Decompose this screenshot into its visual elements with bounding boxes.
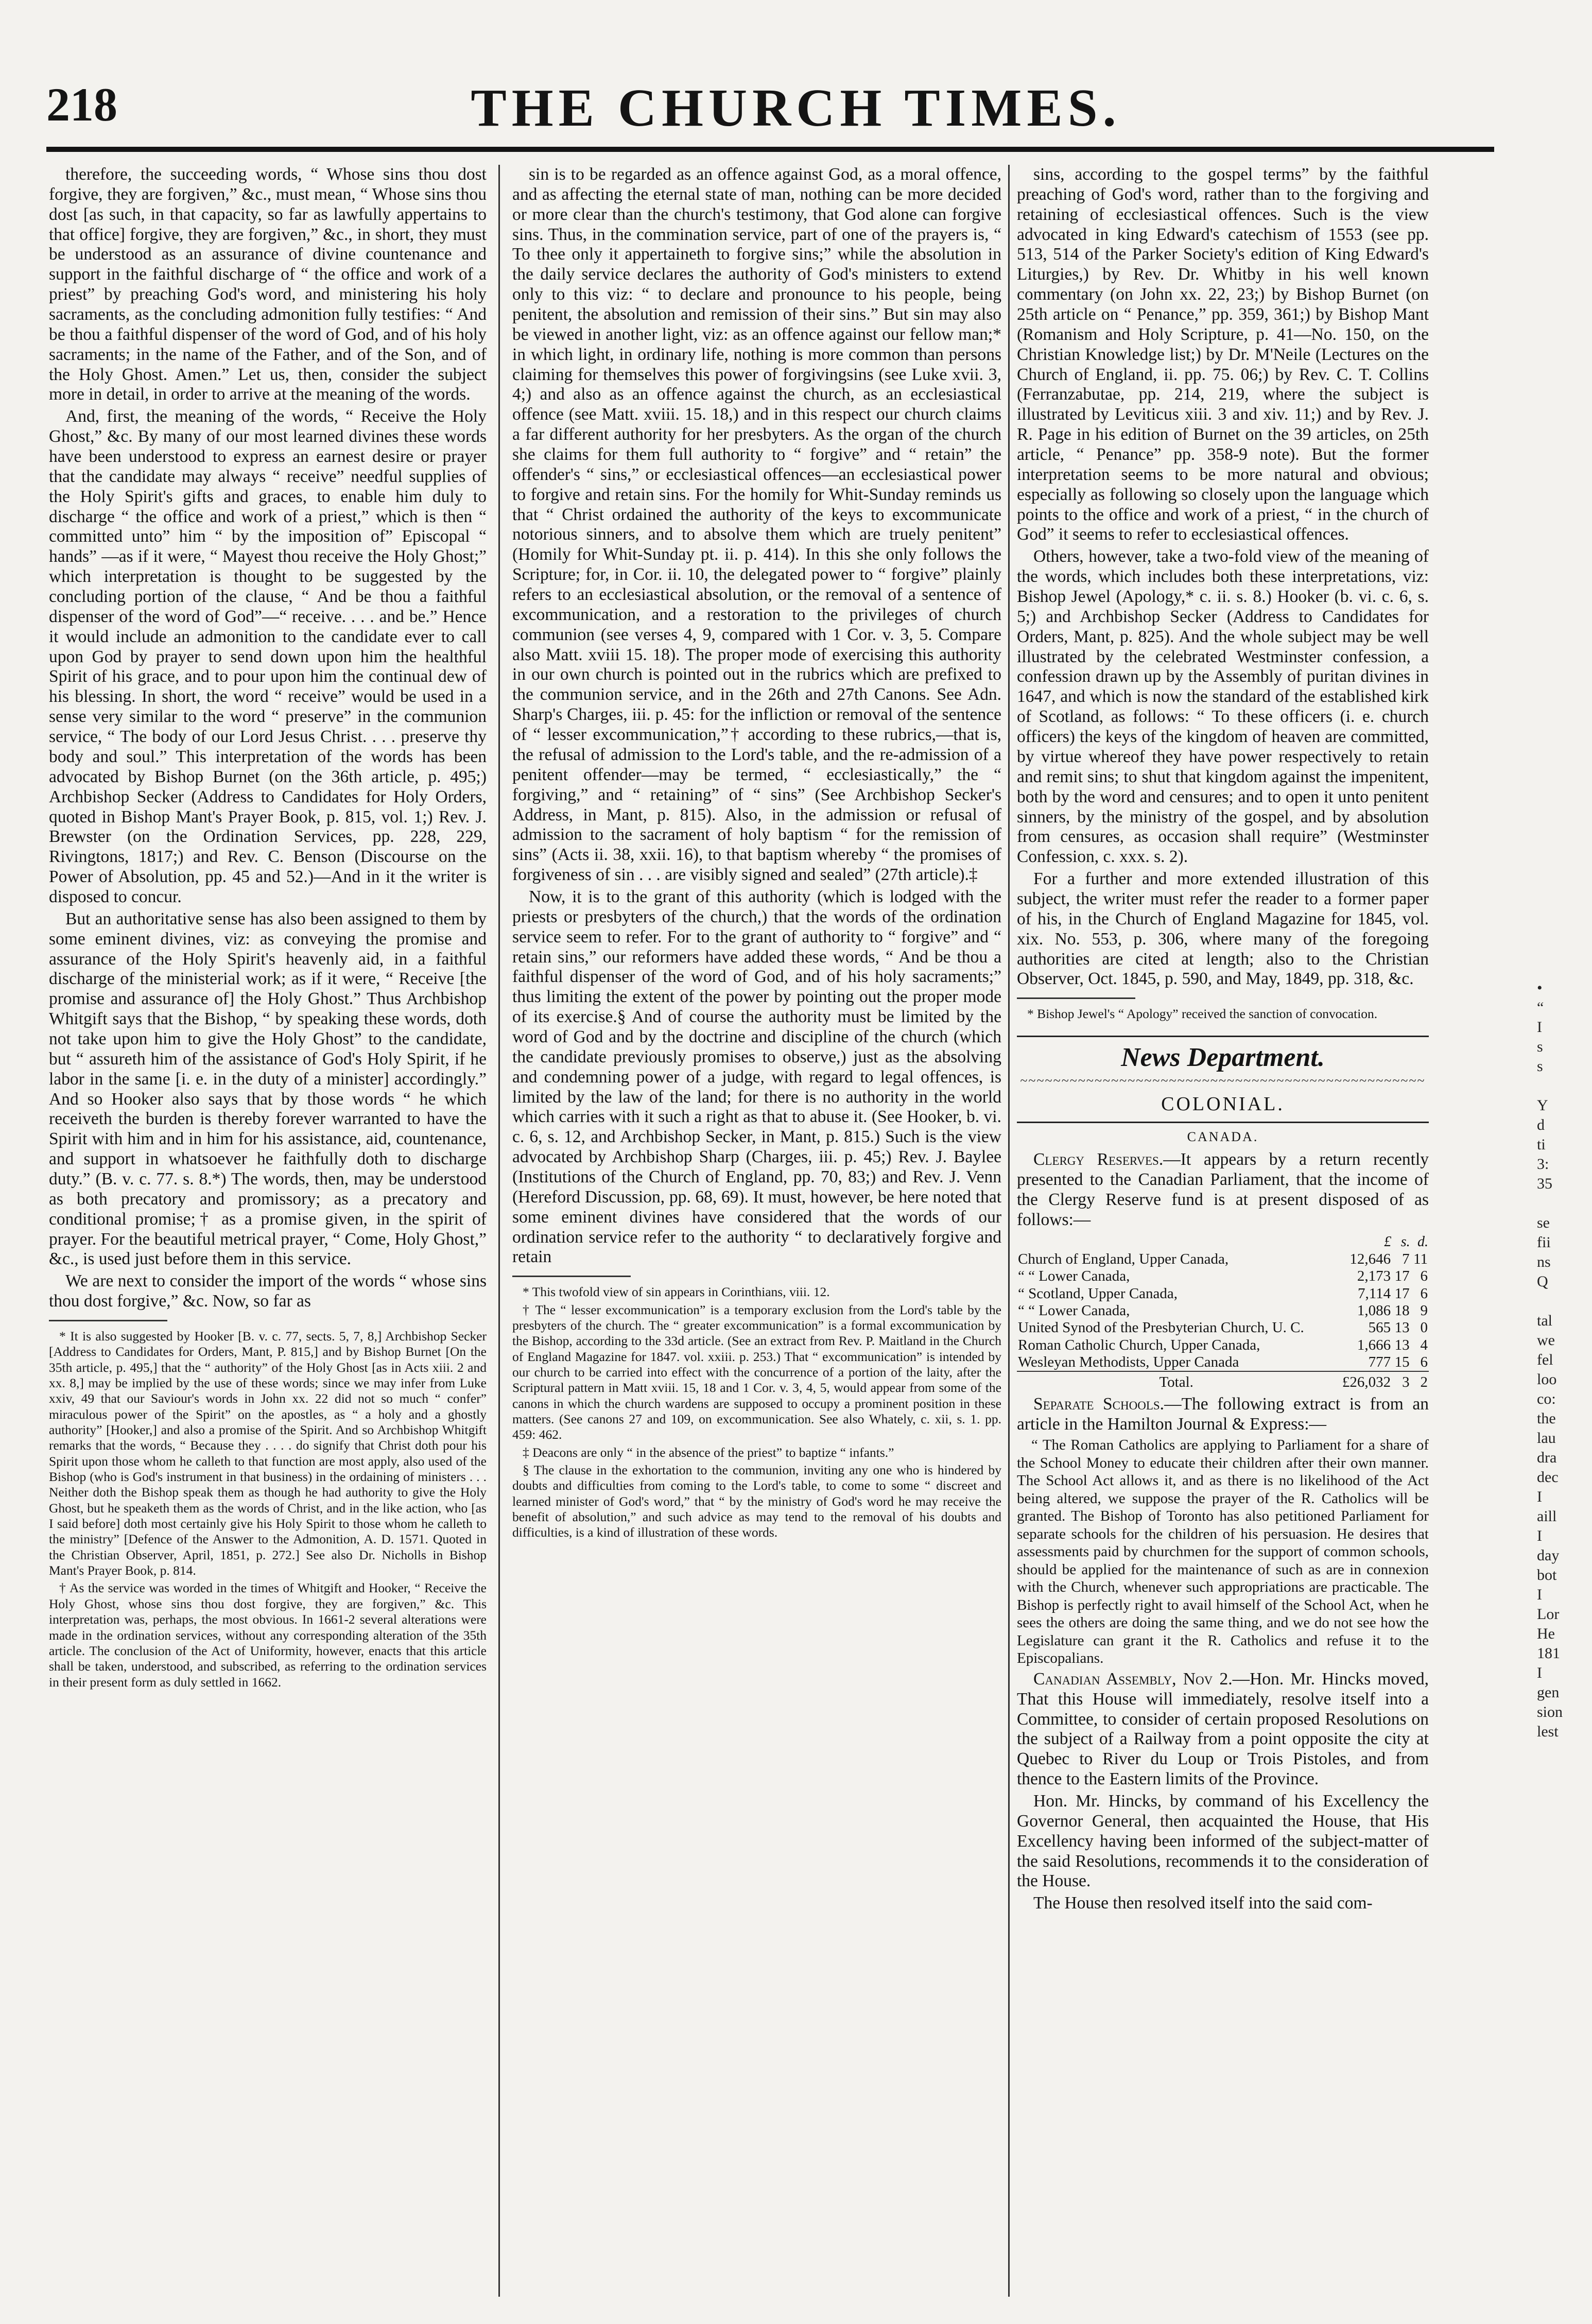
margin-fragment: • bbox=[1537, 979, 1543, 996]
margin-fragment: day bbox=[1537, 1547, 1560, 1564]
table-row bbox=[1017, 1251, 1429, 1268]
column-2 bbox=[512, 165, 1001, 1543]
margin-fragment: dra bbox=[1537, 1449, 1557, 1466]
margin-fragment: 35 bbox=[1537, 1175, 1552, 1192]
margin-fragment: Y bbox=[1537, 1097, 1548, 1114]
margin-fragment: I bbox=[1537, 1019, 1542, 1036]
column-3 bbox=[1017, 165, 1429, 1916]
margin-fragment: I bbox=[1537, 1664, 1542, 1681]
amount-shillings: 15 bbox=[1394, 1353, 1410, 1370]
column-divider bbox=[498, 165, 500, 2297]
margin-fragment: loo bbox=[1537, 1371, 1557, 1388]
news-item bbox=[1017, 1669, 1429, 1789]
column-divider bbox=[1008, 165, 1010, 2297]
section-colonial: COLONIAL. bbox=[1161, 1093, 1285, 1115]
article-paragraph: And, first, the meaning of the words, “ Receive the Holy Ghost,” &c. By many of our most learned divines these words have been understood to express an earnest desire or prayer that the candidate may always “ receive” needful supplies of the Holy Spirit's gifts and graces, to enable him duly to discharge “ the office and work of a priest,” which is then “ committed unto” him “ by the imposition of” Episcopal “ hands” —as if it were, “ Mayest thou receive the Holy Ghost;” which interpretation is thought to be suggested by the concluding portion of the clause, “ And be thou a faithful dispenser of the word of God”—“ receive. . . . and be.” Hence it would include an admonition to the candidate ever to call upon God by prayer to send down upon him the healthful Spirit of his grace, and to pour upon him the continual dew of his blessing. In short, the word “ receive” would be used in a sense very similar to the word “ preserve” in the communion service, “ The body of our Lord Jesus Christ. . . . preserve thy body and soul.” This interpretation of the words has been advocated by Bishop Burnet (on the 36th article, p. 495;) Archbishop Secker (Address to Candidates for Holy Orders, quoted in Bishop Mant's Prayer Book, p. 815, vol. 1;) Rev. J. Brewster (on the Ordination Services, pp. 228, 229, Rivingtons, 1817;) and Rev. C. Benson (Discourse on the Power of Absolution, pp. 45 and 52.)—And in it the writer is disposed to concur. bbox=[49, 407, 487, 906]
margin-fragment: we bbox=[1537, 1332, 1555, 1349]
footnote: † The “ lesser excommunication” is a temporary exclusion from the Lord's table by the presbyters of the church. The “ greater excommunication” is a formal excommunication by the Bishop, according to the 33d article. (See an extract from Rev. P. Maitland in the Church of England Magazine for 1847. vol. xxiii. p. 253.) That “ excommunication” is intended by our church to be carried into effect with the concurrence of a portion of the laity, after the Scriptural pattern in Matt xviii. 15, 18 and 1 Cor. v. 3, 4, 5, would appear from some of the canons in which the church wardens are supposed to occupy a prominent position in these matters. (See canons 27 and 109, on excommunication. See also Whately, c. xii, s. 1. pp. 459: 462. bbox=[512, 1302, 1001, 1442]
footnote-rule bbox=[512, 1276, 631, 1277]
margin-fragment: 181 bbox=[1537, 1645, 1560, 1662]
table-row bbox=[1017, 1285, 1429, 1302]
margin-fragment bbox=[1537, 1076, 1588, 1096]
table-total-row bbox=[1017, 1371, 1429, 1391]
footnote-rule bbox=[1017, 997, 1135, 999]
article-paragraph: Others, however, take a two-fold view of the meaning of the words, which includes both these interpretations, viz: Bishop Jewel (Apology,* c. ii. s. 8.) Hooker (b. vi. c. 6, s. 5;) and Archbishop Secker (Address to Candidates for Orders, Mant, p. 825). And the whole subject may be well illustrated by the celebrated Westminster confession, a confession drawn up by the Assembly of puritan divines in 1647, and which is now the standard of the established kirk of Scotland, as follows: “ To these officers (i. e. church officers) the keys of the kingdom of heaven are committed, by virtue whereof they have power respectively to retain and remit sins; to shut that kingdom against the impenitent, both by the word and censures; and to open it unto penitent sinners, by the ministry of the gospel, and by absolution from censures, as occasion shall require” (Westminster Confession, c. xxx. s. 2). bbox=[1017, 547, 1429, 867]
page-number: 218 bbox=[46, 78, 117, 131]
news-item-lead: Separate Schools. bbox=[1033, 1394, 1165, 1414]
table-row bbox=[1017, 1268, 1429, 1285]
column-1 bbox=[49, 165, 487, 1692]
news-item: The House then resolved itself into the said com- bbox=[1033, 1893, 1373, 1913]
col-header-pence: d. bbox=[1417, 1233, 1428, 1250]
total-shillings: 3 bbox=[1392, 1371, 1411, 1391]
footnote: * It is also suggested by Hooker [B. v. c. 77, sects. 5, 7, 8,] Archbishop Secker [Address to Candidates for Orders, Mant, P. 815,] and by Bishop Burnet [On the 35th article, p. 495,] that the “ authority” of the Holy Ghost [as in Acts xiii. 2 and xx. 8,] may be implied by the use of these words; since we may infer from Luke xxiv, 49 that our Saviour's words in John xx. 22 did not so much “ confer” miraculous power of the Spirit” on the apostles, as “ a holy and a ghostly authority” [Hooker,] and also a promise of the Spirit. And so Archbishop Whitgift remarks that the words, “ Because they . . . . do signify that Christ doth pour his Spirit upon those whom he calleth to that function are most apply, also used of the Bishop (who is God's instrument in that business) in the ordaining of ministers . . . Neither doth the Bishop speak them as though he had authority to give the Holy Ghost, but he speaketh them as the words of Christ, and in the like action, who [as I said before] doth most certainly give his Holy Spirit to those whom he calleth to the ministry” [Defence of the Answer to the Admonition, A. D. 1571. Quoted in the Christian Observer, April, 1851, p. 272.] See also Dr. Nicholls in Bishop Mant's Prayer Book, p. 814. bbox=[49, 1328, 487, 1578]
news-item: Hon. Mr. Hincks, by command of his Excellency the Governor General, then acquainted the House, that His Excellency having been informed of the subject-matter of the said Resolutions, recommends it to the consideration of the House. bbox=[1017, 1792, 1429, 1891]
margin-fragment bbox=[1537, 1194, 1588, 1213]
amount-pounds: 1,666 bbox=[1357, 1336, 1391, 1353]
masthead-rule bbox=[46, 147, 1494, 152]
amount-shillings: 13 bbox=[1394, 1319, 1410, 1336]
amount-shillings: 17 bbox=[1394, 1268, 1410, 1285]
margin-fragment bbox=[1537, 1292, 1588, 1311]
amount-shillings: 18 bbox=[1394, 1302, 1410, 1319]
newspaper-title: THE CHURCH TIMES. bbox=[471, 78, 1121, 137]
margin-fragment: d bbox=[1537, 1116, 1545, 1133]
table-row bbox=[1017, 1337, 1429, 1354]
article-paragraph: For a further and more extended illustration of this subject, the writer must refer the reader to a former paper of his, in the Church of England Magazine for 1845, vol. xix. No. 553, p. 306, where many of the foregoing authorities are cited at length; also to the Christian Observer, Oct. 1845, p. 590, and May, 1849, pp. 318, &c. bbox=[1017, 869, 1429, 989]
footnote: † As the service was worded in the times of Whitgift and Hooker, “ Receive the Holy Ghost, whose sins thou dost forgive, they are forgiven,” &c. This interpretation was, perhaps, the most obvious. In 1661-2 several alterations were made in the ordination services, without any corresponding alteration of the 35th article. The conclusion of the Act of Uniformity, however, enacts that this article shall be taken, understood, and subscribed, as referring to the ordination services in their present form as duly settled in 1662. bbox=[49, 1580, 487, 1690]
amount-pence: 9 bbox=[1420, 1302, 1428, 1319]
article-paragraph: But an authoritative sense has also been assigned to them by some eminent divines, viz: as conveying the promise and assurance of the Holy Spirit's heavenly aid, in a faithful discharge of the ministerial work; as if it were, “ Receive [the promise and assurance of] the Holy Ghost.” Thus Archbishop Whitgift says that the Bishop, “ by speaking these words, doth not take upon him to give the Holy Ghost” to the candidate, but “ assureth him of the assistance of God's Holy Spirit, if he labor in the same [i. e. in the duty of a minister] accordingly.” And so Hooker also says that by those words “ he which receiveth the burden is thereby forever warranted to have the Spirit with him and in him for his assistance, aid, countenance, and support in whatsoever he faithfully doth to discharge duty.” (B. v. c. 77. s. 8.*) The words, then, may be understood as both precatory and promissory; as a precatory and conditional promise;† as a promise given, in the spirit of prayer. For the beautiful metrical prayer, “ Come, Holy Ghost,” &c., is used just before them in this service. bbox=[49, 909, 487, 1269]
margin-fragment: aill bbox=[1537, 1508, 1557, 1525]
amount-pounds: 565 bbox=[1368, 1319, 1391, 1336]
amount-shillings: 13 bbox=[1394, 1336, 1410, 1353]
article-paragraph: sin is to be regarded as an offence against God, as a moral offence, and as affecting the eternal state of man, nothing can be more decided or more clear than the church's testimony, that God alone can forgive sins. Thus, in the commination service, part of one of the prayers is, “ To thee only it appertaineth to forgive sins;” while the absolution in the daily service declares the authority of God's ministers to extend only to this viz: “ to declare and pronounce to his people, being penitent, the absolution and remission of their sins.” But sin may also be viewed in another light, viz: as an offence against our fellow man;* in which light, in ordinary life, nothing is more common than persons claiming for themselves this power of forgivingsins (see Luke xvii. 3, 4;) and also as an offence against the church, as an ecclesiastical offence (see Matt. xviii. 15. 18,) and in this respect our church claims a far different authority for her presbyters. As the organ of the church she claims for them full authority to “ forgive” and “ retain” the offender's “ sins,” or ecclesiastical offences—an ecclesiastical power to forgive and retain sins. For the homily for Whit-Sunday reminds us that “ Christ ordained the authority of the keys to excommunicate notorious sinners, and to absolve them which are truely penitent” (Homily for Whit-Sunday pt. ii. p. 414). In this she only follows the Scripture; for, in Cor. ii. 10, the delegated power to “ forgive” plainly refers to an ecclesiastical absolution, or the removal of a sentence of excommunication, and a restoration to the privileges of church communion (see verses 4, 9, compared with 1 Cor. v. 3, 5. Compare also Matt. xviii 15. 18). The proper mode of exercising this authority in our own church is pointed out in the rubrics which are prefixed to the communion service, and in the 26th and 27th Canons. See Adn. Sharp's Charges, iii. p. 45: for the infliction or removal of the sentence of “ lesser excommunication,”† according to these rubrics,—that is, the refusal of admission to the Lord's table, and the re-admission of a penitent offender—may be termed, “ ecclesiastically,” the “ forgiving,” and “ retaining” of “ sins” (See Archbishop Secker's Address, in Mant, p. 815). Also, in the admission or refusal of admission to the sacrament of holy baptism “ for the remission of sins” (Acts ii. 38, xxii. 16), to that baptism whereby “ the promises of forgiveness of sin . . . are visibly signed and sealed” (27th article).‡ bbox=[512, 165, 1001, 885]
article-paragraph: Now, it is to the grant of this authority (which is lodged with the priests or presbyters of the church,) that the words of the ordination service seem to refer. For to the grant of authority to “ forgive” and “ retain sins,” our reformers have added these words, “ And be thou a faithful dispenser of the word of God, and of his holy sacraments;” thus limiting the extent of the power by pointing out the proper mode of its exercise.§ And of course the authority must be limited by the word of God and by the doctrine and discipline of the church (which the candidate previously promises to observe,) just as the absolving and condemning power of a judge, with regard to legal offences, is limited by the law of the land; for there is no authority in the world which carries with it such a right as that to abuse it. (See Hooker, b. vi. c. 6, s. 12, and Archbishop Secker, in Mant, p. 815.) Such is the view advocated by Archbishop Sharp (Charges, iii. p. 45;) Rev. J. Baylee (Institutions of the Church of England, pp. 70, 83;) and Rev. J. Venn (Hereford Discussion, pp. 68, 69). It must, however, be here noted that some eminent divines have considered that the words of our ordination service refer to the authority “ to declaratively forgive and retain bbox=[512, 887, 1001, 1267]
amount-pence: 11 bbox=[1413, 1250, 1428, 1267]
table-row bbox=[1017, 1319, 1429, 1336]
amount-pence: 6 bbox=[1420, 1285, 1428, 1302]
news-department-header bbox=[1017, 1036, 1429, 1124]
margin-fragment: s bbox=[1537, 1058, 1543, 1075]
news-item-text: —Hon. Mr. Hincks moved, That this House will immediately, resolve itself into a Committee, to consider of certain proposed Resolutions on the subject of a Railway from a point opposite the city at Quebec to River du Loup or Trois Pistoles, and from thence to the Eastern limits of the Province. bbox=[1017, 1669, 1429, 1789]
footnote: * Bishop Jewel's “ Apology” received the sanction of convocation. bbox=[1027, 1006, 1378, 1022]
total-pence: 2 bbox=[1411, 1371, 1429, 1391]
margin-fragment: I bbox=[1537, 1488, 1542, 1505]
margin-fragment: bot bbox=[1537, 1566, 1557, 1583]
margin-fragment: dec bbox=[1537, 1469, 1559, 1486]
news-item-text: —It appears by a return recently presented to the Canadian Parliament, that the income of the Clergy Reserve fund is at present disposed of as follows:— bbox=[1017, 1150, 1429, 1229]
row-label: Church of England, Upper Canada, bbox=[1018, 1250, 1229, 1267]
clergy-reserves-table bbox=[1017, 1233, 1429, 1391]
margin-fragment: Lor bbox=[1537, 1606, 1560, 1623]
margin-fragment: se bbox=[1537, 1214, 1550, 1231]
margin-fragments bbox=[1537, 978, 1588, 1742]
amount-pence: 6 bbox=[1420, 1353, 1428, 1370]
row-label: Roman Catholic Church, Upper Canada, bbox=[1018, 1336, 1260, 1353]
row-label: Wesleyan Methodists, Upper Canada bbox=[1018, 1353, 1239, 1370]
amount-pence: 6 bbox=[1420, 1268, 1428, 1285]
margin-fragment: “ bbox=[1537, 999, 1544, 1016]
footnote: * This twofold view of sin appears in Corinthians, viii. 12. bbox=[523, 1284, 830, 1300]
article-paragraph: sins, according to the gospel terms” by the faithful preaching of God's word, rather than to the forgiving and retaining of ecclesiastical offences. Such is the view advocated in king Edward's catechism of 1553 (see pp. 513, 514 of the Parker Society's edition of King Edward's Liturgies,) by Rev. Dr. Whitby in his well known commentary (on John xx. 22, 23;) by Bishop Burnet (on 25th article on “ Penance,” pp. 359, 361;) by Bishop Mant (Romanism and Holy Scripture, p. 41—No. 150, on the Christian Knowledge list;) by Dr. M'Neile (Lectures on the Church of England, ii. pp. 75. 06;) by Rev. C. T. Collins (Ferranzabutae, pp. 214, 219, where the subject is illustrated by Leviticus xiii. 3 and xiv. 11;) and by Rev. J. R. Page in his edition of Burnet on the 39 articles, on 25th article, “ Penance” pp. 358-9 note). But the former interpretation seems to be more natural and obvious; especially as following so closely upon the language which points to the office and work of a priest, “ in the church of God” it seems to refer to ecclesiastical offences. bbox=[1017, 165, 1429, 544]
total-pounds: £26,032 bbox=[1336, 1371, 1392, 1391]
margin-fragment: s bbox=[1537, 1038, 1543, 1055]
amount-pounds: 2,173 bbox=[1357, 1268, 1391, 1285]
row-label: “ “ Lower Canada, bbox=[1018, 1268, 1130, 1285]
margin-fragment: I bbox=[1537, 1527, 1542, 1544]
row-label: “ Scotland, Upper Canada, bbox=[1018, 1285, 1178, 1302]
margin-fragment: gen bbox=[1537, 1684, 1560, 1701]
margin-fragment: lest bbox=[1537, 1723, 1559, 1740]
margin-fragment: sion bbox=[1537, 1703, 1563, 1720]
amount-pounds: 12,646 bbox=[1349, 1250, 1391, 1267]
col-header-shillings: s. bbox=[1400, 1233, 1410, 1250]
margin-fragment: ns bbox=[1537, 1253, 1551, 1270]
margin-fragment: tal bbox=[1537, 1312, 1552, 1329]
amount-pence: 0 bbox=[1420, 1319, 1428, 1336]
table-row bbox=[1017, 1302, 1429, 1319]
total-label: Total. bbox=[1017, 1371, 1336, 1391]
news-item-lead: Clergy Reserves. bbox=[1033, 1150, 1164, 1169]
news-item-text: —The following extract is from an article in the Hamilton Journal & Express:— bbox=[1017, 1394, 1429, 1434]
margin-fragment: He bbox=[1537, 1625, 1555, 1642]
margin-fragment: co: bbox=[1537, 1390, 1556, 1407]
margin-fragment: fii bbox=[1537, 1234, 1551, 1251]
margin-fragment: I bbox=[1537, 1586, 1542, 1603]
amount-shillings: 17 bbox=[1394, 1285, 1410, 1302]
amount-pounds: 7,114 bbox=[1357, 1285, 1391, 1302]
amount-shillings: 7 bbox=[1402, 1250, 1410, 1267]
news-item-lead: Canadian Assembly, Nov 2. bbox=[1033, 1669, 1233, 1689]
margin-fragment: 3: bbox=[1537, 1156, 1549, 1173]
amount-pounds: 1,086 bbox=[1357, 1302, 1391, 1319]
news-item bbox=[1017, 1150, 1429, 1230]
margin-fragment: the bbox=[1537, 1410, 1556, 1427]
quoted-extract: “ The Roman Catholics are applying to Parliament for a share of the School Money to educate their children after their own manner. The School Act allows it, and as there is no likelihood of the Act being altered, we suppose the prayer of the R. Catholics will be granted. The Bishop of Toronto has also petitioned Parliament for separate schools for the children of his persuasion. He desires that assessments paid by churchmen for the support of common schools, should be applied for the maintenance of such as are in connexion with the Church, whenever such appropriations are practicable. The Bishop is perfectly right to avail himself of the School Act, when he sees the others are doing the same thing, and we do not see how the Legislature can grant it the R. Catholics and refuse it to the Episcopalians. bbox=[1017, 1437, 1429, 1667]
row-label: “ “ Lower Canada, bbox=[1018, 1302, 1130, 1319]
footnote: ‡ Deacons are only “ in the absence of the priest” to baptize “ infants.” bbox=[523, 1444, 894, 1460]
section-canada: CANADA. bbox=[1187, 1129, 1259, 1145]
margin-fragment: Q bbox=[1537, 1273, 1548, 1290]
margin-fragment: lau bbox=[1537, 1430, 1556, 1447]
amount-pence: 4 bbox=[1420, 1336, 1428, 1353]
margin-fragment: fel bbox=[1537, 1351, 1553, 1368]
news-item bbox=[1017, 1395, 1429, 1435]
col-header-pounds: £ bbox=[1384, 1233, 1392, 1250]
footnote-rule bbox=[49, 1320, 167, 1321]
table-row bbox=[1017, 1354, 1429, 1371]
row-label: United Synod of the Presbyterian Church, U. C. bbox=[1018, 1319, 1304, 1336]
amount-pounds: 777 bbox=[1368, 1353, 1391, 1370]
wavy-divider: ~~~~~~~~~~~~~~~~~~~~~~~~~~~~~~~~~~~~~~~~~~~~~~~~~ bbox=[1020, 1073, 1426, 1088]
news-department-title: News Department. bbox=[1121, 1042, 1325, 1072]
masthead bbox=[0, 0, 1592, 154]
footnote: § The clause in the exhortation to the communion, inviting any one who is hindered by doubts and difficulties from coming to the Lord's table, to come to some “ discreet and learned minister of God's word,” that “ by the ministry of God's word he may receive the benefit of absolution,” and such advice as may tend to the removal of his doubts and difficulties, is a kind of illustration of these words. bbox=[512, 1462, 1001, 1540]
table-header-row bbox=[1017, 1233, 1429, 1251]
article-paragraph: therefore, the succeeding words, “ Whose sins thou dost forgive, they are forgiven,” &c., must mean, “ Whose sins thou dost [as such, in that capacity, so far as lawfully appertains to that office] forgive, they are forgiven,” &c., in short, they must be understood as an assurance of divine countenance and support in the faithful discharge of “ the office and work of a priest” by preaching God's word, and ministering his holy sacraments, as the concluding admonition fully testifies: “ And be thou a faithful dispenser of the word of God, and of his holy sacraments; in the name of the Father, and of the Son, and of the Holy Ghost. Amen.” Let us, then, consider the subject more in detail, in order to arrive at the meaning of the words. bbox=[49, 165, 487, 404]
article-paragraph: We are next to consider the import of the words “ whose sins thou dost forgive,” &c. Now, so far as bbox=[49, 1271, 487, 1311]
margin-fragment: ti bbox=[1537, 1136, 1546, 1153]
